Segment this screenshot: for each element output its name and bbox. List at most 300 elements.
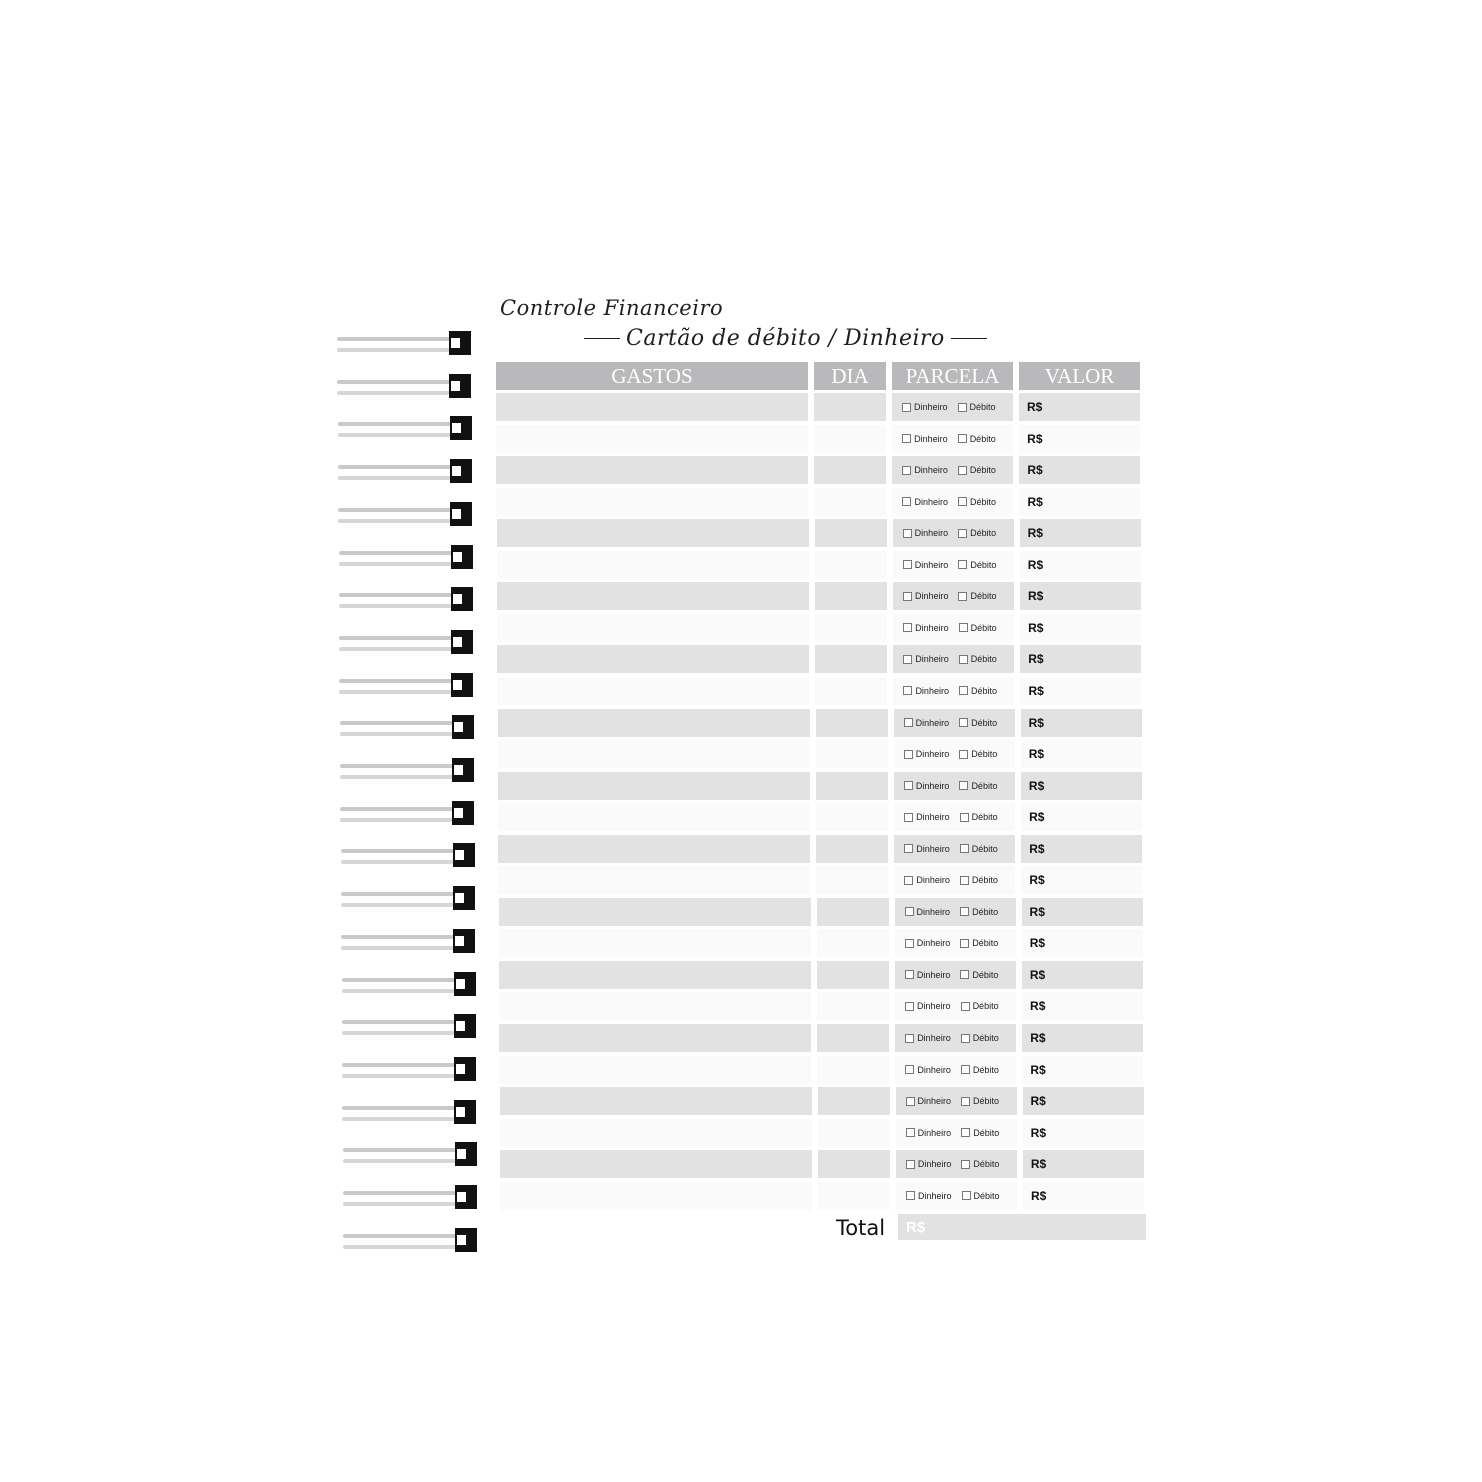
option-dinheiro[interactable]	[902, 497, 948, 507]
option-dinheiro-label: Dinheiro	[915, 622, 949, 633]
valor-cell[interactable]	[1021, 740, 1142, 768]
option-dinheiro[interactable]	[904, 781, 950, 791]
option-debito[interactable]	[960, 875, 998, 885]
currency-label: R$	[1027, 526, 1043, 541]
option-debito-label: Débito	[972, 1033, 999, 1043]
valor-cell[interactable]	[1021, 803, 1142, 831]
option-dinheiro[interactable]	[905, 970, 951, 980]
parcela-cell	[893, 582, 1014, 610]
option-dinheiro[interactable]	[904, 844, 950, 854]
currency-label: R$	[1027, 557, 1044, 572]
valor-cell[interactable]	[1020, 551, 1141, 579]
checkbox-icon[interactable]	[960, 813, 969, 822]
checkbox-icon[interactable]	[959, 718, 968, 727]
gastos-cell[interactable]	[499, 1056, 811, 1084]
table-row	[0, 709, 1482, 737]
checkbox-icon[interactable]	[958, 529, 967, 538]
option-debito[interactable]	[962, 1191, 1000, 1201]
table-row	[0, 835, 1482, 863]
option-dinheiro[interactable]	[904, 812, 950, 822]
valor-cell[interactable]	[1019, 425, 1140, 453]
dia-cell[interactable]	[815, 519, 887, 547]
valor-cell[interactable]	[1021, 709, 1142, 737]
page-title: Controle Financeiro	[500, 296, 724, 320]
parcela-cell	[896, 1150, 1017, 1178]
option-debito-label: Débito	[970, 622, 997, 633]
ring-wire	[337, 348, 455, 352]
checkbox-icon[interactable]	[960, 876, 969, 885]
gastos-cell[interactable]	[496, 425, 808, 453]
parcela-cell	[893, 519, 1014, 547]
option-dinheiro-label: Dinheiro	[914, 496, 948, 507]
option-debito-label: Débito	[973, 1190, 1000, 1201]
option-dinheiro[interactable]	[906, 1191, 952, 1201]
option-debito[interactable]	[960, 907, 998, 917]
option-dinheiro-label: Dinheiro	[914, 559, 949, 570]
option-debito[interactable]	[959, 686, 997, 696]
table-row	[0, 677, 1482, 705]
parcela-cell	[894, 772, 1015, 800]
option-debito-label: Débito	[970, 559, 997, 570]
checkbox-icon[interactable]	[960, 939, 969, 948]
option-debito[interactable]	[958, 528, 996, 538]
checkbox-icon[interactable]	[906, 1191, 915, 1200]
currency-label: R$	[1030, 1157, 1047, 1172]
option-debito-label: Débito	[969, 465, 996, 476]
option-debito-label: Débito	[971, 812, 998, 823]
page-subtitle: Cartão de débito / Dinheiro	[626, 326, 945, 351]
dia-cell[interactable]	[817, 898, 889, 926]
option-dinheiro-label: Dinheiro	[917, 1064, 951, 1075]
gastos-cell[interactable]	[499, 1024, 811, 1052]
option-dinheiro[interactable]	[903, 623, 949, 633]
ring-wire	[337, 380, 455, 384]
checkbox-icon[interactable]	[906, 1128, 915, 1137]
valor-cell[interactable]	[1020, 677, 1141, 705]
dia-cell[interactable]	[815, 677, 887, 705]
valor-cell[interactable]	[1021, 835, 1142, 863]
dia-cell[interactable]	[816, 709, 888, 737]
valor-cell[interactable]	[1022, 929, 1143, 957]
option-debito-label: Débito	[973, 1127, 1000, 1138]
checkbox-icon[interactable]	[961, 1128, 970, 1137]
parcela-cell	[892, 425, 1013, 453]
option-debito[interactable]	[961, 1096, 999, 1106]
checkbox-icon[interactable]	[902, 434, 911, 443]
currency-label: R$	[1030, 1125, 1047, 1140]
valor-cell[interactable]	[1020, 645, 1141, 673]
option-debito[interactable]	[961, 1001, 999, 1011]
gastos-cell[interactable]	[497, 551, 809, 579]
option-debito-label: Débito	[969, 402, 996, 412]
gastos-cell[interactable]	[500, 1087, 812, 1115]
gastos-cell[interactable]	[499, 898, 811, 926]
parcela-cell	[895, 992, 1016, 1020]
dia-cell[interactable]	[818, 1150, 890, 1178]
checkbox-icon[interactable]	[904, 844, 913, 853]
gastos-cell[interactable]	[497, 582, 809, 610]
option-debito[interactable]	[958, 434, 996, 444]
checkbox-icon[interactable]	[903, 686, 912, 695]
parcela-cell	[895, 961, 1016, 989]
option-dinheiro-label: Dinheiro	[918, 1190, 952, 1201]
option-dinheiro[interactable]	[906, 1128, 952, 1138]
currency-label: R$	[1029, 841, 1045, 856]
option-debito-label: Débito	[972, 938, 999, 949]
checkbox-icon[interactable]	[904, 750, 913, 759]
option-dinheiro[interactable]	[902, 465, 948, 475]
option-debito[interactable]	[958, 465, 996, 475]
table-row	[0, 614, 1482, 642]
checkbox-icon[interactable]	[960, 970, 969, 979]
table-row	[0, 772, 1482, 800]
currency-label: R$	[1030, 1062, 1046, 1077]
parcela-cell	[893, 551, 1014, 579]
valor-cell[interactable]	[1022, 961, 1143, 989]
option-debito-label: Débito	[972, 1064, 999, 1075]
dia-cell[interactable]	[816, 803, 888, 831]
checkbox-icon[interactable]	[961, 1034, 970, 1043]
table-row	[0, 425, 1482, 453]
currency-label: R$	[1028, 747, 1045, 762]
option-dinheiro-label: Dinheiro	[916, 843, 950, 854]
dia-cell[interactable]	[814, 456, 886, 484]
checkbox-icon[interactable]	[905, 1002, 914, 1011]
dia-cell[interactable]	[817, 1056, 889, 1084]
table-row	[0, 898, 1482, 926]
binding-ring	[337, 331, 482, 359]
gastos-cell[interactable]	[497, 645, 809, 673]
parcela-cell	[896, 1182, 1017, 1210]
option-dinheiro[interactable]	[903, 528, 949, 538]
currency-label: R$	[1028, 715, 1044, 730]
checkbox-icon[interactable]	[961, 1160, 970, 1169]
valor-cell[interactable]	[1022, 1056, 1143, 1084]
option-debito[interactable]	[960, 970, 998, 980]
dia-cell[interactable]	[817, 992, 889, 1020]
gastos-cell[interactable]	[496, 456, 808, 484]
ring-clip	[449, 331, 471, 355]
currency-label: R$	[1030, 1094, 1046, 1109]
dia-cell[interactable]	[815, 614, 887, 642]
option-dinheiro[interactable]	[905, 907, 951, 917]
subtitle-dash-left	[584, 338, 620, 340]
option-debito[interactable]	[958, 402, 996, 412]
option-debito-label: Débito	[969, 433, 996, 444]
table-row	[0, 1119, 1482, 1147]
column-header-gastos: GASTOS	[496, 362, 808, 390]
option-debito[interactable]	[959, 781, 997, 791]
option-dinheiro-label: Dinheiro	[917, 1001, 951, 1012]
checkbox-icon[interactable]	[959, 750, 968, 759]
option-dinheiro[interactable]	[902, 434, 948, 444]
ring-clip	[455, 1228, 477, 1252]
currency-label: R$	[1029, 904, 1045, 919]
option-debito-label: Débito	[971, 780, 998, 791]
currency-label: R$	[1027, 494, 1043, 509]
valor-cell[interactable]	[1023, 1182, 1144, 1210]
valor-cell[interactable]	[1021, 866, 1142, 894]
currency-label: R$	[1031, 1188, 1047, 1203]
option-debito-label: Débito	[972, 1001, 999, 1012]
checkbox-icon[interactable]	[962, 1191, 971, 1200]
option-dinheiro-label: Dinheiro	[914, 402, 948, 412]
valor-cell[interactable]	[1023, 1119, 1144, 1147]
option-dinheiro[interactable]	[905, 1001, 951, 1011]
option-debito[interactable]	[959, 749, 997, 759]
option-dinheiro-label: Dinheiro	[916, 906, 951, 917]
option-dinheiro[interactable]	[903, 654, 949, 664]
dia-cell[interactable]	[817, 1024, 889, 1052]
parcela-cell	[893, 614, 1014, 642]
checkbox-icon[interactable]	[906, 1160, 915, 1169]
checkbox-icon[interactable]	[903, 592, 912, 601]
checkbox-icon[interactable]	[959, 781, 968, 790]
checkbox-icon[interactable]	[905, 1065, 914, 1074]
gastos-cell[interactable]	[496, 393, 808, 421]
checkbox-icon[interactable]	[904, 781, 913, 790]
option-debito[interactable]	[959, 718, 997, 728]
dia-cell[interactable]	[817, 961, 889, 989]
column-header-dia: DIA	[814, 362, 886, 390]
gastos-cell[interactable]	[498, 772, 810, 800]
checkbox-icon[interactable]	[904, 718, 913, 727]
gastos-cell[interactable]	[497, 614, 809, 642]
checkbox-icon[interactable]	[961, 1097, 970, 1106]
parcela-cell	[892, 393, 1013, 421]
checkbox-icon[interactable]	[902, 466, 911, 475]
option-dinheiro-label: Dinheiro	[917, 1096, 952, 1107]
dia-cell[interactable]	[814, 425, 886, 453]
table-row	[0, 1087, 1482, 1115]
checkbox-icon[interactable]	[904, 876, 913, 885]
gastos-cell[interactable]	[498, 835, 810, 863]
checkbox-icon[interactable]	[959, 686, 968, 695]
option-dinheiro[interactable]	[905, 938, 951, 948]
option-dinheiro[interactable]	[903, 686, 949, 696]
valor-cell[interactable]	[1022, 898, 1143, 926]
currency-label: R$	[1027, 431, 1043, 446]
valor-cell[interactable]	[1019, 393, 1140, 421]
ring-wire	[343, 1234, 461, 1238]
checkbox-icon[interactable]	[903, 560, 912, 569]
option-debito[interactable]	[958, 591, 996, 601]
dia-cell[interactable]	[816, 835, 888, 863]
dia-cell[interactable]	[816, 772, 888, 800]
option-dinheiro[interactable]	[906, 1159, 952, 1169]
checkbox-icon[interactable]	[961, 1002, 970, 1011]
table-row	[0, 929, 1482, 957]
dia-cell[interactable]	[814, 488, 886, 516]
currency-label: R$	[1028, 778, 1045, 793]
option-dinheiro-label: Dinheiro	[917, 1127, 952, 1138]
table-row	[0, 992, 1482, 1020]
option-debito[interactable]	[958, 560, 996, 570]
checkbox-icon[interactable]	[958, 497, 967, 506]
checkbox-icon[interactable]	[906, 1097, 915, 1106]
option-dinheiro-label: Dinheiro	[914, 433, 948, 444]
dia-cell[interactable]	[816, 866, 888, 894]
table-row	[0, 961, 1482, 989]
currency-label: R$	[1029, 873, 1045, 888]
gastos-cell[interactable]	[498, 709, 810, 737]
gastos-cell[interactable]	[499, 992, 811, 1020]
option-debito-label: Débito	[971, 843, 998, 854]
option-dinheiro-label: Dinheiro	[914, 591, 949, 602]
valor-cell[interactable]	[1023, 1087, 1144, 1115]
option-debito[interactable]	[961, 1159, 999, 1169]
gastos-cell[interactable]	[497, 677, 809, 705]
checkbox-icon[interactable]	[958, 466, 967, 475]
parcela-cell	[895, 898, 1016, 926]
option-dinheiro[interactable]	[903, 591, 949, 601]
option-dinheiro-label: Dinheiro	[915, 749, 950, 760]
option-debito[interactable]	[960, 812, 998, 822]
checkbox-icon[interactable]	[904, 813, 913, 822]
option-debito[interactable]	[959, 654, 997, 664]
checkbox-icon[interactable]	[905, 939, 914, 948]
checkbox-icon[interactable]	[903, 623, 912, 632]
gastos-cell[interactable]	[500, 1182, 812, 1210]
valor-cell[interactable]	[1020, 614, 1141, 642]
option-dinheiro-label: Dinheiro	[914, 465, 948, 476]
currency-label: R$	[1029, 936, 1046, 951]
gastos-cell[interactable]	[498, 803, 810, 831]
valor-cell[interactable]	[1020, 519, 1141, 547]
table-row	[0, 866, 1482, 894]
checkbox-icon[interactable]	[961, 1065, 970, 1074]
currency-label: R$	[1027, 400, 1043, 414]
table-row	[0, 1182, 1482, 1210]
checkbox-icon[interactable]	[960, 844, 969, 853]
checkbox-icon[interactable]	[905, 1034, 914, 1043]
option-debito[interactable]	[959, 623, 997, 633]
gastos-cell[interactable]	[500, 1119, 812, 1147]
checkbox-icon[interactable]	[905, 907, 914, 916]
option-dinheiro[interactable]	[905, 1033, 951, 1043]
option-dinheiro-label: Dinheiro	[915, 685, 949, 696]
total-field[interactable]	[898, 1214, 1146, 1240]
currency-label: R$	[1027, 463, 1043, 478]
option-debito[interactable]	[961, 1033, 999, 1043]
parcela-cell	[894, 709, 1015, 737]
table-row	[0, 456, 1482, 484]
valor-cell[interactable]	[1022, 992, 1143, 1020]
subtitle-dash-right	[951, 338, 987, 340]
gastos-cell[interactable]	[499, 961, 811, 989]
checkbox-icon[interactable]	[905, 970, 914, 979]
parcela-cell	[894, 835, 1015, 863]
total-label: Total	[836, 1216, 886, 1240]
option-dinheiro-label: Dinheiro	[915, 654, 949, 665]
dia-cell[interactable]	[818, 1182, 890, 1210]
option-debito[interactable]	[961, 1128, 999, 1138]
table-row	[0, 519, 1482, 547]
valor-cell[interactable]	[1022, 1024, 1143, 1052]
table-row	[0, 1056, 1482, 1084]
parcela-cell	[896, 1087, 1017, 1115]
dia-cell[interactable]	[817, 929, 889, 957]
gastos-cell[interactable]	[498, 866, 810, 894]
gastos-cell[interactable]	[499, 929, 811, 957]
option-debito[interactable]	[961, 1065, 999, 1075]
option-debito-label: Débito	[971, 749, 998, 760]
parcela-cell	[895, 929, 1016, 957]
valor-cell[interactable]	[1023, 1150, 1144, 1178]
checkbox-icon[interactable]	[958, 560, 967, 569]
checkbox-icon[interactable]	[958, 592, 967, 601]
checkbox-icon[interactable]	[902, 497, 911, 506]
checkbox-icon[interactable]	[958, 434, 967, 443]
gastos-cell[interactable]	[496, 488, 808, 516]
currency-label: R$	[1030, 999, 1046, 1014]
table-row	[0, 1150, 1482, 1178]
dia-cell[interactable]	[815, 645, 887, 673]
checkbox-icon[interactable]	[960, 907, 969, 916]
option-debito[interactable]	[960, 844, 998, 854]
table-row	[0, 740, 1482, 768]
parcela-cell	[892, 456, 1013, 484]
option-dinheiro[interactable]	[902, 402, 948, 412]
option-dinheiro[interactable]	[905, 1065, 951, 1075]
option-debito[interactable]	[958, 497, 996, 507]
valor-cell[interactable]	[1020, 582, 1141, 610]
parcela-cell	[894, 803, 1015, 831]
dia-cell[interactable]	[818, 1119, 890, 1147]
option-debito-label: Débito	[973, 1159, 1000, 1170]
option-dinheiro[interactable]	[904, 749, 950, 759]
option-dinheiro[interactable]	[903, 560, 949, 570]
dia-cell[interactable]	[818, 1087, 890, 1115]
checkbox-icon[interactable]	[903, 655, 912, 664]
dia-cell[interactable]	[815, 582, 887, 610]
currency-label: R$	[1030, 1031, 1046, 1045]
option-debito-label: Débito	[970, 685, 997, 696]
valor-cell[interactable]	[1019, 488, 1140, 516]
option-debito-label: Débito	[973, 1096, 1000, 1107]
option-debito-label: Débito	[970, 496, 997, 507]
checkbox-icon[interactable]	[959, 623, 968, 632]
table-row	[0, 645, 1482, 673]
option-debito[interactable]	[960, 938, 998, 948]
gastos-cell[interactable]	[500, 1150, 812, 1178]
option-dinheiro-label: Dinheiro	[916, 938, 951, 949]
parcela-cell	[892, 488, 1013, 516]
option-dinheiro[interactable]	[904, 718, 950, 728]
checkbox-icon[interactable]	[959, 655, 968, 664]
checkbox-icon[interactable]	[902, 403, 911, 412]
currency-label: R$	[1028, 620, 1044, 635]
checkbox-icon[interactable]	[958, 403, 967, 412]
option-debito-label: Débito	[970, 591, 997, 602]
valor-cell[interactable]	[1019, 456, 1140, 484]
option-dinheiro-label: Dinheiro	[914, 528, 949, 539]
dia-cell[interactable]	[815, 551, 887, 579]
valor-cell[interactable]	[1021, 772, 1142, 800]
option-dinheiro[interactable]	[904, 875, 950, 885]
parcela-cell	[894, 866, 1015, 894]
checkbox-icon[interactable]	[903, 529, 912, 538]
option-dinheiro[interactable]	[906, 1096, 952, 1106]
option-debito-label: Débito	[972, 906, 999, 917]
dia-cell[interactable]	[816, 740, 888, 768]
gastos-cell[interactable]	[498, 740, 810, 768]
option-debito-label: Débito	[970, 654, 997, 665]
column-header-valor: VALOR	[1019, 362, 1140, 390]
dia-cell[interactable]	[814, 393, 886, 421]
parcela-cell	[896, 1119, 1017, 1147]
gastos-cell[interactable]	[497, 519, 809, 547]
